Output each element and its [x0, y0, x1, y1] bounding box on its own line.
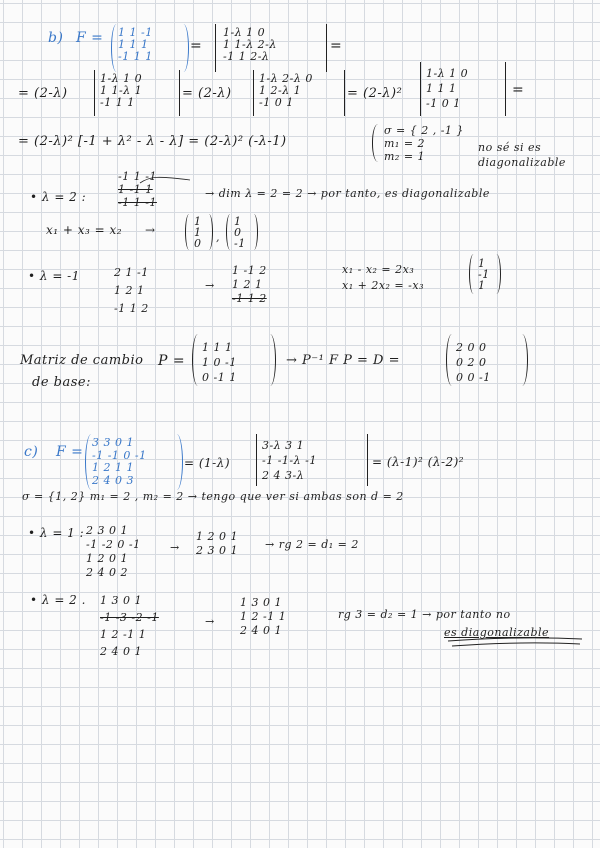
eigenvector-3: 1 -1 1	[478, 257, 490, 292]
eigenvector-2: 1 0 -1	[234, 215, 246, 250]
strike-stroke	[140, 177, 190, 183]
determinant-3: 1-λ 2-λ 0 1 2-λ 1 -1 0 1	[259, 72, 313, 109]
determinant-2: 1-λ 1 0 1 1-λ 1 -1 1 1	[100, 72, 143, 109]
lambda-minus1-matrix: 2 1 -1 1 2 1 -1 1 2	[114, 266, 149, 315]
eigenvector-1: 1 1 0	[194, 215, 202, 250]
arrow: →	[145, 223, 156, 237]
matrix-f-c: 3 3 0 1 -1 -1 0 -1 1 2 1 1 2 4 0 3	[92, 436, 147, 487]
matrix-f-b: 1 1 -1 1 1 1 -1 1 1	[118, 26, 153, 63]
lambda-2-matrix: -1 1 -1 1 -1 1 -1 1 -1	[118, 170, 157, 209]
equals: =	[190, 38, 203, 54]
line2-prefix: = (2-λ)	[18, 86, 68, 101]
double-underline-stroke	[452, 643, 580, 646]
double-underline-stroke	[448, 638, 582, 641]
linear-system: x₁ - x₂ = 2x₃ x₁ + 2x₂ = -x₃	[342, 263, 424, 292]
side-note: no sé si es diagonalizable	[478, 141, 566, 169]
part-c-label: c)	[24, 444, 39, 460]
equals: =	[330, 38, 343, 54]
arrow: →	[205, 615, 215, 628]
kernel-equation: x₁ + x₃ = x₂	[46, 223, 123, 237]
line2-mid2: = (2-λ)²	[347, 86, 403, 101]
lambda-2c-matrix: 1 3 0 1 -1 -3 -2 -1 1 2 -1 1 2 4 0 1	[100, 594, 159, 658]
part-c-eq1: = (1-λ)	[184, 456, 231, 470]
lambda-2c-label: • λ = 2 .	[30, 593, 86, 607]
lambda-1-matrix: 2 3 0 1 -1 -2 0 -1 1 2 0 1 2 4 0 2	[86, 524, 141, 579]
lambda-2c-reduced: 1 3 0 1 1 2 -1 1 2 4 0 1	[240, 596, 287, 637]
part-c-eq2: = (λ-1)² (λ-2)²	[372, 455, 465, 469]
lambda-2c-result: rg 3 = d₂ = 1 → por tanto no es diagonalizable	[338, 608, 550, 639]
lambda-minus1-reduced: 1 -1 2 1 2 1 -1 1 2	[232, 264, 267, 305]
matrix-d: 2 0 0 0 2 0 0 0 -1	[456, 341, 491, 384]
determinant-c: 3-λ 3 1 -1 -1-λ -1 2 4 3-λ	[262, 439, 317, 482]
line2-mid: = (2-λ)	[182, 86, 232, 101]
part-b-f-lhs: F =	[76, 30, 104, 46]
matrix-p: 1 1 1 1 0 -1 0 -1 1	[202, 341, 237, 384]
diagonalization-equation: → P⁻¹ F P = D =	[286, 353, 400, 368]
determinant-1: 1-λ 1 0 1 1-λ 2-λ -1 1 2-λ	[223, 26, 277, 63]
lambda-1-label: • λ = 1 :	[28, 526, 85, 540]
part-b-label: b)	[48, 30, 64, 46]
determinant-4: 1-λ 1 0 1 1 1 -1 0 1	[426, 67, 469, 110]
arrow: →	[205, 279, 215, 292]
lambda-minus1-label: • λ = -1	[28, 269, 80, 283]
part-c-f-lhs: F =	[56, 444, 84, 460]
lambda-1-reduced: 1 2 0 1 2 3 0 1	[196, 530, 238, 557]
line2-end: =	[512, 82, 525, 98]
p-lhs: P =	[158, 353, 186, 369]
arrow: →	[170, 541, 180, 554]
change-of-basis-label: Matriz de cambio de base:	[20, 353, 144, 390]
line3-expansion: = (2-λ)² [-1 + λ² - λ - λ] = (2-λ)² (-λ-1)	[18, 134, 287, 149]
lambda-1-result: → rg 2 = d₁ = 2	[265, 538, 359, 551]
comma: ,	[216, 231, 220, 244]
lambda-2-label: • λ = 2 :	[30, 190, 87, 204]
lambda-2-result: → dim λ = 2 = 2 → por tanto, es diagonalizable	[205, 187, 490, 200]
part-c-eigen-line: σ = {1, 2} m₁ = 2 , m₂ = 2 → tengo que ver si ambas son d = 2	[22, 490, 404, 503]
eigenvalue-set: σ = { 2 , -1 } m₁ = 2 m₂ = 1	[384, 124, 464, 163]
